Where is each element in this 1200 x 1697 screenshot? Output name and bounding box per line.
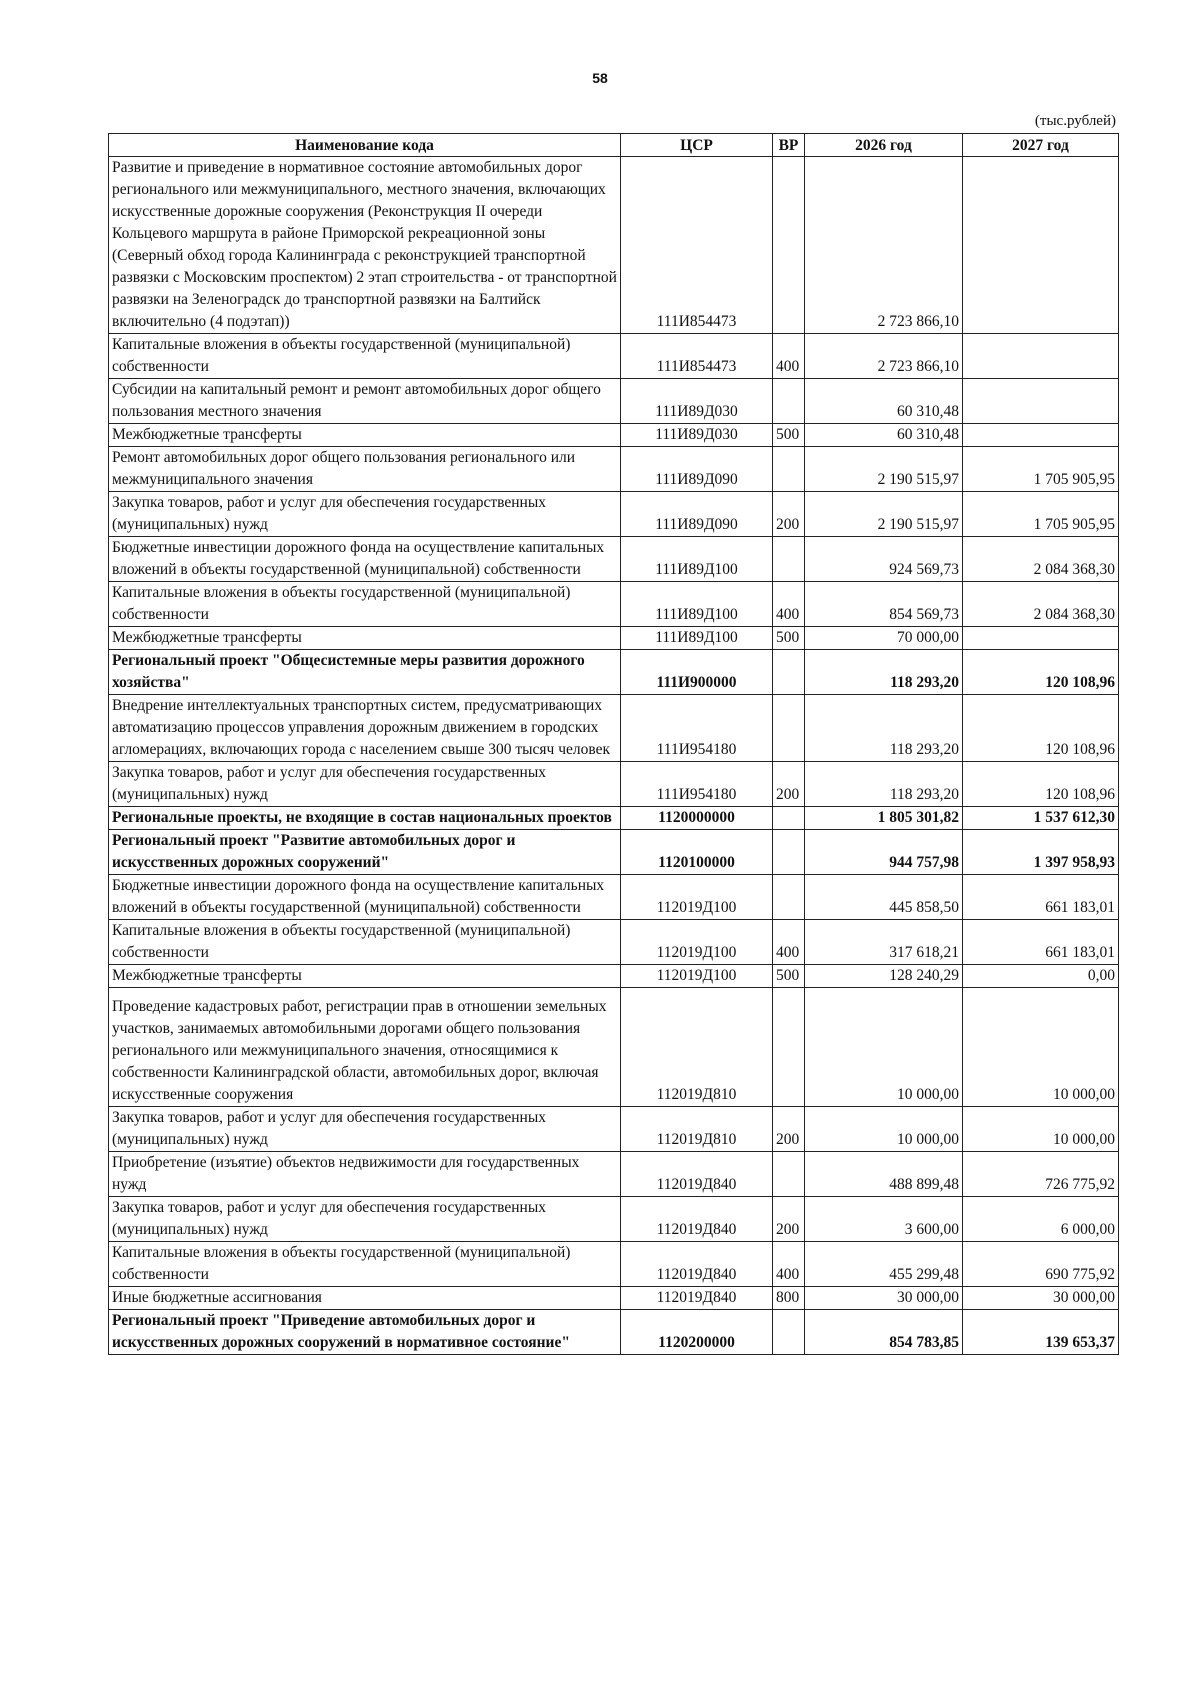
row-csr: 112019Д810 [621, 1107, 773, 1152]
row-vr: 200 [773, 1107, 805, 1152]
row-value-2026: 1 805 301,82 [805, 807, 963, 830]
row-value-2026: 10 000,00 [805, 1107, 963, 1152]
table-row [109, 650, 1119, 695]
row-vr [773, 830, 805, 875]
table-row [109, 1197, 1119, 1242]
row-value-2026: 854 783,85 [805, 1310, 963, 1355]
table-row [109, 447, 1119, 492]
row-csr: 112019Д100 [621, 965, 773, 988]
table-row [109, 492, 1119, 537]
row-value-2026: 455 299,48 [805, 1242, 963, 1287]
row-vr: 200 [773, 1197, 805, 1242]
row-csr: 1120000000 [621, 807, 773, 830]
row-csr: 112019Д840 [621, 1242, 773, 1287]
row-value-2027: 10 000,00 [963, 988, 1119, 1107]
row-vr [773, 695, 805, 762]
row-name: Закупка товаров, работ и услуг для обеспечения государственных (муниципальных) нужд [109, 1197, 621, 1242]
row-name: Приобретение (изъятие) объектов недвижимости для государственных нужд [109, 1152, 621, 1197]
row-value-2027 [963, 424, 1119, 447]
row-value-2026: 317 618,21 [805, 920, 963, 965]
row-vr: 800 [773, 1287, 805, 1310]
row-value-2027: 1 705 905,95 [963, 447, 1119, 492]
row-vr: 400 [773, 334, 805, 379]
row-value-2027: 30 000,00 [963, 1287, 1119, 1310]
table-row [109, 965, 1119, 988]
table-row [109, 920, 1119, 965]
row-vr [773, 1152, 805, 1197]
row-csr: 111И89Д100 [621, 627, 773, 650]
table-body [109, 157, 1119, 1355]
row-name: Региональные проекты, не входящие в состав национальных проектов [109, 807, 621, 830]
row-vr: 400 [773, 582, 805, 627]
row-name: Межбюджетные трансферты [109, 627, 621, 650]
row-csr: 111И89Д030 [621, 379, 773, 424]
table-row [109, 830, 1119, 875]
row-vr: 500 [773, 965, 805, 988]
row-value-2027: 661 183,01 [963, 920, 1119, 965]
row-value-2027: 6 000,00 [963, 1197, 1119, 1242]
page-number: 58 [592, 70, 608, 86]
row-vr [773, 157, 805, 334]
table-row [109, 988, 1119, 1107]
row-vr [773, 447, 805, 492]
row-csr: 112019Д100 [621, 920, 773, 965]
row-name: Ремонт автомобильных дорог общего пользования регионального или межмуниципального значения [109, 447, 621, 492]
table-row [109, 424, 1119, 447]
header-csr: ЦСР [621, 134, 773, 157]
row-value-2026: 2 723 866,10 [805, 157, 963, 334]
row-vr: 200 [773, 762, 805, 807]
row-value-2027: 120 108,96 [963, 650, 1119, 695]
row-csr: 111И89Д100 [621, 582, 773, 627]
row-vr [773, 807, 805, 830]
table-row [109, 762, 1119, 807]
row-name: Проведение кадастровых работ, регистрации прав в отношении земельных участков, занимаемых автомобильными дорогами общего пользования регионального или межмуниципального значения, относящимися к собственности Калининградской области, автомобильных дорог, включая искусственные сооружения [109, 988, 621, 1107]
row-name: Региональный проект "Приведение автомобильных дорог и искусственных дорожных сооружений в нормативное состояние" [109, 1310, 621, 1355]
row-csr: 112019Д810 [621, 988, 773, 1107]
table-row [109, 1287, 1119, 1310]
row-value-2027: 120 108,96 [963, 762, 1119, 807]
row-vr [773, 379, 805, 424]
table-row [109, 1310, 1119, 1355]
row-value-2026: 854 569,73 [805, 582, 963, 627]
table-row [109, 582, 1119, 627]
row-csr: 111И89Д100 [621, 537, 773, 582]
row-csr: 111И954180 [621, 695, 773, 762]
table-row [109, 1152, 1119, 1197]
row-value-2026: 60 310,48 [805, 424, 963, 447]
row-vr: 400 [773, 1242, 805, 1287]
row-value-2026: 128 240,29 [805, 965, 963, 988]
units-label: (тыс.рублей) [1034, 113, 1116, 129]
row-vr: 500 [773, 424, 805, 447]
row-value-2026: 70 000,00 [805, 627, 963, 650]
row-value-2027: 139 653,37 [963, 1310, 1119, 1355]
row-value-2026: 118 293,20 [805, 650, 963, 695]
row-csr: 111И89Д090 [621, 492, 773, 537]
row-name: Развитие и приведение в нормативное состояние автомобильных дорог регионального или межмуниципального, местного значения, включающих искусственные дорожные сооружения (Реконструкция II очереди Кольцевого маршрута в районе Приморской рекреационной зоны (Северный обход города Калининграда с реконструкцией транспортной развязки с Московским проспектом) 2 этап строительства - от транспортной развязки на Зеленоградск до транспортной развязки на Балтийск включительно (4 подэтап)) [109, 157, 621, 334]
row-name: Бюджетные инвестиции дорожного фонда на осуществление капитальных вложений в объекты государственной (муниципальной) собственности [109, 875, 621, 920]
row-value-2027: 1 397 958,93 [963, 830, 1119, 875]
row-value-2027: 726 775,92 [963, 1152, 1119, 1197]
row-value-2027: 661 183,01 [963, 875, 1119, 920]
row-name: Внедрение интеллектуальных транспортных систем, предусматривающих автоматизацию процессов управления дорожным движением в городских агломерациях, включающих города с населением свыше 300 тысяч человек [109, 695, 621, 762]
row-csr: 111И900000 [621, 650, 773, 695]
row-csr: 112019Д840 [621, 1197, 773, 1242]
row-vr: 400 [773, 920, 805, 965]
table-header-row [109, 134, 1119, 157]
row-csr: 112019Д840 [621, 1152, 773, 1197]
row-value-2026: 488 899,48 [805, 1152, 963, 1197]
table-row [109, 695, 1119, 762]
row-value-2027 [963, 334, 1119, 379]
row-value-2026: 118 293,20 [805, 762, 963, 807]
row-value-2026: 2 190 515,97 [805, 492, 963, 537]
row-csr: 111И89Д030 [621, 424, 773, 447]
row-csr: 111И89Д090 [621, 447, 773, 492]
row-csr: 112019Д100 [621, 875, 773, 920]
table-row [109, 1107, 1119, 1152]
row-name: Региональный проект "Развитие автомобильных дорог и искусственных дорожных сооружений" [109, 830, 621, 875]
row-value-2027 [963, 157, 1119, 334]
row-value-2027 [963, 379, 1119, 424]
row-name: Капитальные вложения в объекты государственной (муниципальной) собственности [109, 920, 621, 965]
row-vr [773, 537, 805, 582]
table-row [109, 379, 1119, 424]
row-name: Закупка товаров, работ и услуг для обеспечения государственных (муниципальных) нужд [109, 762, 621, 807]
row-value-2027: 10 000,00 [963, 1107, 1119, 1152]
row-csr: 111И954180 [621, 762, 773, 807]
row-value-2026: 445 858,50 [805, 875, 963, 920]
row-value-2027: 690 775,92 [963, 1242, 1119, 1287]
row-value-2027: 1 705 905,95 [963, 492, 1119, 537]
table-row [109, 807, 1119, 830]
row-name: Субсидии на капитальный ремонт и ремонт автомобильных дорог общего пользования местного значения [109, 379, 621, 424]
row-value-2026: 118 293,20 [805, 695, 963, 762]
row-vr: 200 [773, 492, 805, 537]
row-name: Закупка товаров, работ и услуг для обеспечения государственных (муниципальных) нужд [109, 1107, 621, 1152]
row-csr: 111И854473 [621, 334, 773, 379]
table-row [109, 157, 1119, 334]
row-vr [773, 1310, 805, 1355]
row-value-2027: 120 108,96 [963, 695, 1119, 762]
row-name: Закупка товаров, работ и услуг для обеспечения государственных (муниципальных) нужд [109, 492, 621, 537]
table-row [109, 537, 1119, 582]
row-name: Межбюджетные трансферты [109, 424, 621, 447]
row-value-2026: 3 600,00 [805, 1197, 963, 1242]
row-value-2026: 2 723 866,10 [805, 334, 963, 379]
table-row [109, 627, 1119, 650]
row-value-2026: 30 000,00 [805, 1287, 963, 1310]
row-name: Региональный проект "Общесистемные меры развития дорожного хозяйства" [109, 650, 621, 695]
row-value-2026: 944 757,98 [805, 830, 963, 875]
row-value-2027: 1 537 612,30 [963, 807, 1119, 830]
row-name: Межбюджетные трансферты [109, 965, 621, 988]
row-vr [773, 988, 805, 1107]
row-value-2026: 10 000,00 [805, 988, 963, 1107]
row-csr: 1120100000 [621, 830, 773, 875]
row-value-2027 [963, 627, 1119, 650]
row-name: Иные бюджетные ассигнования [109, 1287, 621, 1310]
row-value-2026: 924 569,73 [805, 537, 963, 582]
table-row [109, 1242, 1119, 1287]
header-2026: 2026 год [805, 134, 963, 157]
row-value-2026: 60 310,48 [805, 379, 963, 424]
header-2027: 2027 год [963, 134, 1119, 157]
row-name: Капитальные вложения в объекты государственной (муниципальной) собственности [109, 1242, 621, 1287]
table-row [109, 875, 1119, 920]
table-row [109, 334, 1119, 379]
row-csr: 111И854473 [621, 157, 773, 334]
budget-table [108, 133, 1119, 1355]
row-value-2026: 2 190 515,97 [805, 447, 963, 492]
header-name: Наименование кода [109, 134, 621, 157]
row-name: Капитальные вложения в объекты государственной (муниципальной) собственности [109, 582, 621, 627]
row-value-2027: 2 084 368,30 [963, 537, 1119, 582]
header-vr: ВР [773, 134, 805, 157]
row-name: Бюджетные инвестиции дорожного фонда на осуществление капитальных вложений в объекты государственной (муниципальной) собственности [109, 537, 621, 582]
row-name: Капитальные вложения в объекты государственной (муниципальной) собственности [109, 334, 621, 379]
row-value-2027: 0,00 [963, 965, 1119, 988]
row-vr [773, 875, 805, 920]
row-csr: 112019Д840 [621, 1287, 773, 1310]
row-value-2027: 2 084 368,30 [963, 582, 1119, 627]
row-vr: 500 [773, 627, 805, 650]
row-vr [773, 650, 805, 695]
row-csr: 1120200000 [621, 1310, 773, 1355]
